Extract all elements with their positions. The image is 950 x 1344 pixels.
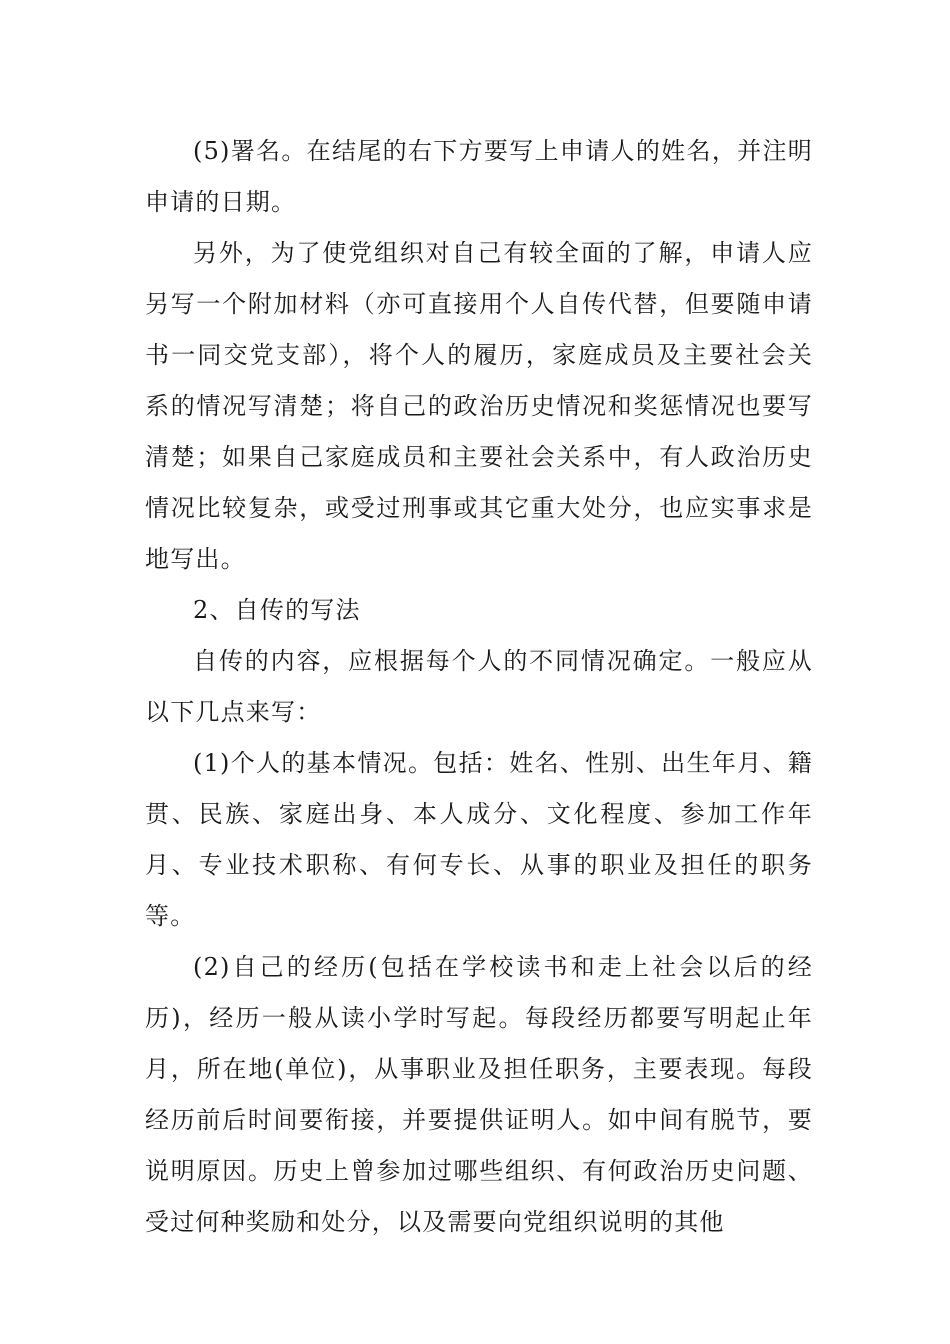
paragraph-autobiography-intro: 自传的内容，应根据每个人的不同情况确定。一般应从以下几点来写： (145, 647, 813, 726)
section-heading-autobiography: 2、自传的写法 (193, 596, 361, 624)
paragraph-basic-info: (1)个人的基本情况。包括：姓名、性别、出生年月、籍贯、民族、家庭出身、本人成分、文化程度、参加工作年月、专业技术职称、有何专长、从事的职业及担任的职务等。 (145, 749, 813, 930)
paragraph-additional-material: 另外，为了使党组织对自己有较全面的了解，申请人应另写一个附加材料（亦可直接用个人自传代替，但要随申请书一同交党支部），将个人的履历，家庭成员及主要社会关系的情况写清楚；将自己的政治历史情况和奖惩情况也要写清楚；如果自己家庭成员和主要社会关系中，有人政治历史情况比较复杂，或受过刑事或其它重大处分，也应实事求是地写出。 (145, 239, 813, 573)
document-body (145, 126, 813, 1248)
paragraph-signature: (5)署名。在结尾的右下方要写上申请人的姓名，并注明申请的日期。 (145, 137, 813, 216)
paragraph-experience: (2)自己的经历(包括在学校读书和走上社会以后的经历)，经历一般从读小学时写起。每段经历都要写明起止年月，所在地(单位)，从事职业及担任职务，主要表现。每段经历前后时间要衔接，并要提供证明人。如中间有脱节，要说明原因。历史上曾参加过哪些组织、有何政治历史问题、受过何种奖励和处分，以及需要向党组织说明的其他 (145, 953, 813, 1236)
